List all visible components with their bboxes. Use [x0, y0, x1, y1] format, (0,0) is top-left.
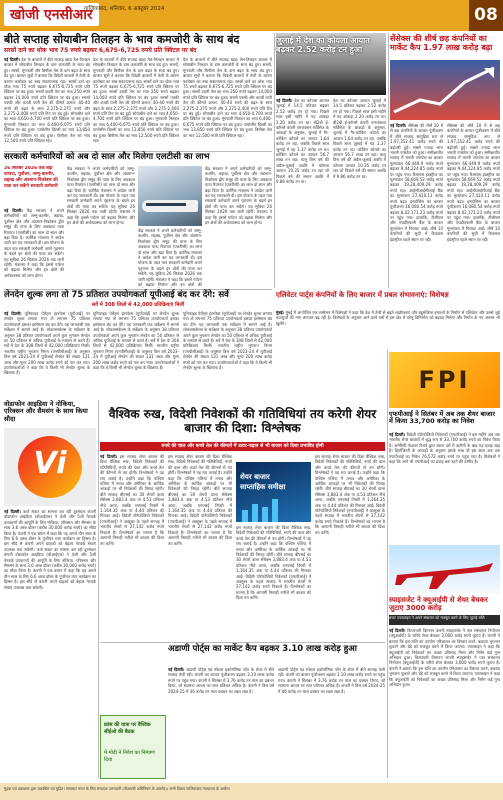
fpi-logo-text: FPI — [418, 366, 471, 394]
spicejet-caption: बजट एयरलाइन ने अपने संचालन को मजबूत करने के लिए जुटाई राशि — [389, 615, 500, 625]
sensex-body-col1: नई दिल्ली। सेंसेक्स की शीर्ष 10 में से छह कंपनियों के बाजार पूंजीकरण में बीते सप्ताह सामूहिक रूप से 1,97,352.41 करोड़ रुपये की बढ़ोतरी हुई। सबसे ज्यादा लाभ भारती एयरटेल को हुआ। समीक्षाधीन सप्ताह में भारती एयरटेल का बाजार मूल्यांकन 66,449.9 करोड़ रुपये बढ़कर 9,44,224.85 करोड़ रुपये पर पहुंच गया। रिलायंस इंडस्ट्रीज का मूल्यांकन 58,669.52 करोड़ रुपये बढ़कर 19,28,409.29 करोड़ रुपये रहा। आईसीआईसीआई बैंक का मूल्यांकन 27,410.11 करोड़ रुपये बढ़ा। इन्फोसिस का बाजार पूंजीकरण 16,080.54 करोड़ रुपये बढ़कर 8,02,171.23 करोड़ रुपये पर पहुंच गया। हालांकि, टीसीएस और एचडीएफसी बैंक के बाजार मूल्यांकन में गिरावट आई। शीर्ष 10 कंपनियों की सूची में रिलायंस इंडस्ट्रीज पहले स्थान पर रही। — [390, 123, 443, 242]
vi-logo-text: Vi — [33, 446, 67, 481]
sensex-headline: सेंसेक्स की शीर्ष छह कंपनियों का मार्केट कैप 1.97 लाख करोड़ बढ़ा — [390, 34, 493, 53]
adani-headline: अडाणी पोर्ट्स का मार्केट कैप बढ़कर 3.10 लाख करोड़ हुआ — [168, 644, 357, 654]
masthead-bar — [0, 0, 503, 31]
rising-arrow-icon — [390, 60, 500, 120]
vi-body: नई दिल्ली। कर्ज संकट का सामना कर रही दूरसंचार कंपनी वोडाफोन आइडिया (वीआईएल) ने 4जी और 5जी नेटवर्क उपकरणों की आपूर्ति के लिए नोकिया, एरिक्सन और सैमसंग के साथ 3.6 अरब डॉलर (करीब 30,000 करोड़ रुपये) का सौदा किया है। कंपनी ने एक बयान में कहा कि यह अगले तीन साल के लिए 6.6 अरब डॉलर के पूंजीगत व्यय कार्यक्रम का हिस्सा है। इस सौदे से कंपनी अपने ग्राहकों को बेहतर नेटवर्क सेवाएं उपलब्ध करा सकेगी। कर्ज संकट का सामना कर रही दूरसंचार कंपनी वोडाफोन आइडिया (वीआईएल) ने 4जी और 5जी नेटवर्क उपकरणों की आपूर्ति के लिए नोकिया, एरिक्सन और सैमसंग के साथ 3.6 अरब डॉलर (करीब 30,000 करोड़ रुपये) का सौदा किया है। कंपनी ने एक बयान में कहा कि यह अगले तीन साल के लिए 6.6 अरब डॉलर के पूंजीगत व्यय कार्यक्रम का हिस्सा है। इस सौदे से कंपनी अपने ग्राहकों को बेहतर नेटवर्क सेवाएं उपलब्ध करा सकेगी। — [4, 509, 96, 590]
market-bars-icon — [236, 496, 311, 522]
train-photo — [138, 166, 202, 226]
adani-body-col1: नई दिल्ली। अडाणी पोर्ट्स एंड स्पेशल इकोनॉमिक जोन के शेयर में बीते सप्ताह तेजी रही। कंपनी का बाजार पूंजीकरण बढ़कर 3.10 लाख करोड़ रुपये पर पहुंच गया। कंपनी ने सितंबर में 3.76 करोड़ टन माल का प्रबंधन किया, जो सालाना आधार पर सात प्रतिशत अधिक है। कंपनी ने वित्त वर्ष 2024-25 में 46 करोड़ टन माल प्रबंधन का लक्ष्य रखा है। — [168, 667, 274, 694]
fpi-headline: एफपीआई ने सितंबर में अब तक शेयर बाजार में किया 33,700 करोड़ का निवेश — [389, 410, 496, 426]
main-body-col2: इस सप्ताह शेयर बाजार की दिशा वैश्विक रुख, विदेशी निवेशकों की गतिविधियों, रुपये की चाल और कच्चे तेल की कीमतों से तय होगी। विश्लेषकों ने यह राय जताई है। उन्होंने कहा कि पश्चिम एशिया में तनाव और अमेरिका के आर्थिक आंकड़ों पर भी निवेशकों की निगाह रहेगी। बीते सप्ताह बीएसई का 30 शेयरों वाला सेंसेक्स 3,883.4 अंक या 4.53 प्रतिशत नीचे आया, जबकि एनएसई निफ्टी में 1,164.35 अंक या 4.44 प्रतिशत की गिरावट आई। विदेशी पोर्टफोलियो निवेशकों (एफपीआई) ने अक्टूबर के पहले सप्ताह में भारतीय शेयरों से 27,142 करोड़ रुपये निकाले हैं। विश्लेषकों का मानना है कि आगामी तिमाही नतीजे भी बाजार की दिशा तय करेंगे। — [168, 454, 232, 546]
stock-chart-photo — [390, 60, 500, 120]
upi-body-col1: नई दिल्ली। यूनिफाइड पेमेंट्स इंटरफेस (यूपीआई) पर लेनदेन शुल्क लगाया गया तो लगभग 75 प्रतिशत उपयोगकर्ता इसका इस्तेमाल बंद कर देंगे। यह जानकारी एक सर्वेक्षण में सामने आई है। लोकलसर्कल्स के सर्वेक्षण के अनुसार 38 प्रतिशत उपयोगकर्ता अपने कुल भुगतान लेनदेन का 50 प्रतिशत से अधिक यूपीआई के माध्यम से करते हैं। सर्वे में देश के 308 जिलों से 42,000 प्रतिक्रियाएं मिलीं। भारतीय राष्ट्रीय भुगतान निगम (एनपीसीआई) के अनुसार वित्त वर्ष 2023-24 में यूपीआई लेनदेन की संख्या 131 अरब और मूल्य 200 लाख करोड़ रुपये को पार कर गया। उपयोगकर्ताओं ने कहा कि वे किसी भी लेनदेन शुल्क के खिलाफ हैं। — [4, 311, 90, 376]
airplane-icon — [389, 545, 500, 593]
fpi-body: नई दिल्ली। विदेशी पोर्टफोलियो निवेशकों (एफपीआई) ने इस महीने अब तक भारतीय शेयर बाजारों में शुद्ध रूप से 33,700 करोड़ रुपये का निवेश किया है। अमेरिकी फेडरल रिजर्व द्वारा ब्याज दरों में कटौती के बाद यह प्रवाह बढ़ा है। डिपॉजिटरी के आंकड़ों के अनुसार इसके साथ ही इस साल अब तक एफपीआई का निवेश 76,572 करोड़ रुपये पर पहुंच गया है। विशेषज्ञों ने कहा कि आगे भी एफपीआई का प्रवाह बना रहने की उम्मीद है। — [389, 432, 500, 465]
vi-headline: वोडाफोन आइडिया ने नोकिया, एरिक्सन और सैमसंग के साथ किया सौदा — [4, 400, 88, 423]
lead-body-col2: देश के बाजारों में बीते सप्ताह खाद्य तेल-तिलहन बाजार में सोयाबीन तिलहन के दाम कमजोरी के साथ बंद हुए। सरसों, मूंगफली और बिनौला तेल के दाम बढ़त के साथ बंद हुए। बाजार सूत्रों ने बताया कि विदेशी बाजारों में तेजी के कारण कारोबार का रुख सकारात्मक रहा। सरसों दाने का थोक भाव 75 रुपये बढ़कर 6,675-6,725 रुपये प्रति क्विंटल पर बंद हुआ। सरसों दादरी तेल का भाव 250 रुपये बढ़कर 14,000 रुपये प्रति क्विंटल पर बंद हुआ। सरसों पक्की और कच्ची घानी तेल की कीमतें क्रमश: 40-40 रुपये की बढ़त के साथ 2,275-2,375 रुपये और 2,275-2,400 रुपये प्रति टिन पर बंद हुईं। सोयाबीन दाने का भाव 4,650-4,700 रुपये प्रति क्विंटल पर बंद हुआ। मूंगफली तिलहन का भाव 6,400-6,675 रुपये प्रति क्विंटल पर बंद हुआ। पामोलीन दिल्ली का भाव 13,850 रुपये प्रति क्विंटल पर बंद हुआ। बिनौला तेल का भाव 12,500 रुपये प्रति क्विंटल रहा। — [93, 57, 179, 144]
elevator-headline: एलिवेटर पार्ट्स कंपनियों के लिए बाजार में प्रबल संभावनाएं: विशेषज्ञ — [276, 291, 449, 299]
ltc-body-col4: केंद्र सरकार ने अपने कर्मचारियों को जम्मू-कश्मीर, लद्दाख, पूर्वोत्तर क्षेत्र और अंडमान-निकोबार द्वीप समूह की यात्रा के लिए अवकाश यात्रा रियायत (एलटीसी) का लाभ दो साल और बढ़ा दिया है। कार्मिक मंत्रालय ने आदेश जारी कर यह जानकारी दी। इस योजना के तहत पात्र सरकारी कर्मचारी अपने गृहनगर के बदले इन क्षेत्रों की यात्रा कर सकेंगे। यह सुविधा 26 सितंबर 2026 तक जारी रहेगी। मंत्रालय ने कहा कि इससे पर्यटन को बढ़ावा मिलेगा और इन क्षेत्रों की अर्थव्यवस्था को लाभ होगा। — [205, 166, 272, 226]
adani-body-col2: अडाणी पोर्ट्स एंड स्पेशल इकोनॉमिक जोन के शेयर में बीते सप्ताह तेजी रही। कंपनी का बाजार पूंजीकरण बढ़कर 3.10 लाख करोड़ रुपये पर पहुंच गया। कंपनी ने सितंबर में 3.76 करोड़ टन माल का प्रबंधन किया, जो सालाना आधार पर सात प्रतिशत अधिक है। कंपनी ने वित्त वर्ष 2024-25 में 46 करोड़ टन माल प्रबंधन का लक्ष्य रखा है। — [278, 667, 385, 694]
ltc-body-col1: नई दिल्ली। केंद्र सरकार ने अपने कर्मचारियों को जम्मू-कश्मीर, लद्दाख, पूर्वोत्तर क्षेत्र और अंडमान-निकोबार द्वीप समूह की यात्रा के लिए अवकाश यात्रा रियायत (एलटीसी) का लाभ दो साल और बढ़ा दिया है। कार्मिक मंत्रालय ने आदेश जारी कर यह जानकारी दी। इस योजना के तहत पात्र सरकारी कर्मचारी अपने गृहनगर के बदले इन क्षेत्रों की यात्रा कर सकेंगे। यह सुविधा 26 सितंबर 2026 तक जारी रहेगी। मंत्रालय ने कहा कि इससे पर्यटन को बढ़ावा मिलेगा और इन क्षेत्रों की अर्थव्यवस्था को लाभ होगा। — [4, 208, 64, 278]
main-subheadline: रुपये की चाल और कच्चे तेल की कीमतों में उतार-चढ़ाव से भी बाजार को दिशा प्रभावित होगी — [100, 442, 385, 451]
coal-body-col2: देश का कोयला आयात जुलाई में 14.5 प्रतिशत बढ़कर 2.52 करोड़ टन हो गया। पिछले साल इसी महीने में यह आंकड़ा 2.20 करोड़ टन था। बी2बी ई-कॉमर्स कंपनी एमजंक्शन सर्विसेज के आंकड़ों के अनुसार, जुलाई में गैर-कोकिंग कोयले का आयात 1.64 करोड़ टन रहा, जबकि पिछले साल जुलाई में यह 1.37 करोड़ टन था। कोकिंग कोयले का आयात 56.7 लाख टन रहा। चालू वित्त वर्ष की अप्रैल-जुलाई अवधि में कोयला आयात 10.35 करोड़ टन रहा जो पिछले वर्ष की समान अवधि में 9.86 करोड़ टन था। — [333, 98, 386, 179]
ad-line1: फ्रांस की यात्रा पर वैश्विक सीईओ की बैठक — [104, 722, 151, 735]
upi-body-col2: यूनिफाइड पेमेंट्स इंटरफेस (यूपीआई) पर लेनदेन शुल्क लगाया गया तो लगभग 75 प्रतिशत उपयोगकर्ता इसका इस्तेमाल बंद कर देंगे। यह जानकारी एक सर्वेक्षण में सामने आई है। लोकलसर्कल्स के सर्वेक्षण के अनुसार 38 प्रतिशत उपयोगकर्ता अपने कुल भुगतान लेनदेन का 50 प्रतिशत से अधिक यूपीआई के माध्यम से करते हैं। सर्वे में देश के 308 जिलों से 42,000 प्रतिक्रियाएं मिलीं। भारतीय राष्ट्रीय भुगतान निगम (एनपीसीआई) के अनुसार वित्त वर्ष 2023-24 में यूपीआई लेनदेन की संख्या 131 अरब और मूल्य 200 लाख करोड़ रुपये को पार कर गया। उपयोगकर्ताओं ने कहा कि वे किसी भी लेनदेन शुल्क के खिलाफ हैं। — [93, 311, 179, 371]
market-review-text: शेयर बाजार साप्ताहिक समीक्षा — [240, 473, 286, 491]
lead-subheadline: सरसों दाने का थोक भाव 75 रुपये बढ़कर 6,675-6,725 रुपये प्रति क्विंटल पर बंद — [4, 47, 197, 54]
main-body-col3: इस सप्ताह शेयर बाजार की दिशा वैश्विक रुख, विदेशी निवेशकों की गतिविधियों, रुपये की चाल और कच्चे तेल की कीमतों से तय होगी। विश्लेषकों ने यह राय जताई है। उन्होंने कहा कि पश्चिम एशिया में तनाव और अमेरिका के आर्थिक आंकड़ों पर भी निवेशकों की निगाह रहेगी। बीते सप्ताह बीएसई का 30 शेयरों वाला सेंसेक्स 3,883.4 अंक या 4.53 प्रतिशत नीचे आया, जबकि एनएसई निफ्टी में 1,164.35 अंक या 4.44 प्रतिशत की गिरावट आई। विदेशी पोर्टफोलियो निवेशकों (एफपीआई) ने अक्टूबर के पहले सप्ताह में भारतीय शेयरों से 27,142 करोड़ रुपये निकाले हैं। विश्लेषकों का मानना है कि आगामी तिमाही नतीजे भी बाजार की दिशा तय करेंगे। — [236, 525, 311, 601]
ad-box — [100, 715, 166, 779]
spicejet-plane-photo — [389, 545, 500, 593]
main-body-col4: इस सप्ताह शेयर बाजार की दिशा वैश्विक रुख, विदेशी निवेशकों की गतिविधियों, रुपये की चाल और कच्चे तेल की कीमतों से तय होगी। विश्लेषकों ने यह राय जताई है। उन्होंने कहा कि पश्चिम एशिया में तनाव और अमेरिका के आर्थिक आंकड़ों पर भी निवेशकों की निगाह रहेगी। बीते सप्ताह बीएसई का 30 शेयरों वाला सेंसेक्स 3,883.4 अंक या 4.53 प्रतिशत नीचे आया, जबकि एनएसई निफ्टी में 1,164.35 अंक या 4.44 प्रतिशत की गिरावट आई। विदेशी पोर्टफोलियो निवेशकों (एफपीआई) ने अक्टूबर के पहले सप्ताह में भारतीय शेयरों से 27,142 करोड़ रुपये निकाले हैं। विश्लेषकों का मानना है कि आगामी तिमाही नतीजे भी बाजार की दिशा तय करेंगे। — [315, 454, 385, 535]
upi-subheadline: सर्वे में 308 जिलों से 42,000 प्रतिक्रियाएं मिलीं — [91, 302, 185, 308]
ad-line2: में मोदी ने निवेश का निमंत्रण दिया — [104, 750, 155, 763]
masthead-logo: खोजी एनसीआर — [4, 3, 99, 26]
fpi-graphic — [389, 352, 500, 408]
spicejet-headline: स्पाइसजेट ने क्यूआईपी से शेयर बेचकर जुटाए 3000 करोड़ — [389, 596, 488, 613]
coal-body-col1: नई दिल्ली। देश का कोयला आयात जुलाई में 14.5 प्रतिशत बढ़कर 2.52 करोड़ टन हो गया। पिछले साल इसी महीने में यह आंकड़ा 2.20 करोड़ टन था। बी2बी ई-कॉमर्स कंपनी एमजंक्शन सर्विसेज के आंकड़ों के अनुसार, जुलाई में गैर-कोकिंग कोयले का आयात 1.64 करोड़ टन रहा, जबकि पिछले साल जुलाई में यह 1.37 करोड़ टन था। कोकिंग कोयले का आयात 56.7 लाख टन रहा। चालू वित्त वर्ष की अप्रैल-जुलाई अवधि में कोयला आयात 10.35 करोड़ टन रहा जो पिछले वर्ष की समान अवधि में 9.86 करोड़ टन था। — [276, 98, 329, 185]
ltc-body-col3: केंद्र सरकार ने अपने कर्मचारियों को जम्मू-कश्मीर, लद्दाख, पूर्वोत्तर क्षेत्र और अंडमान-निकोबार द्वीप समूह की यात्रा के लिए अवकाश यात्रा रियायत (एलटीसी) का लाभ दो साल और बढ़ा दिया है। कार्मिक मंत्रालय ने आदेश जारी कर यह जानकारी दी। इस योजना के तहत पात्र सरकारी कर्मचारी अपने गृहनगर के बदले इन क्षेत्रों की यात्रा कर सकेंगे। यह सुविधा 26 सितंबर 2026 तक जारी रहेगी। मंत्रालय ने कहा कि इससे पर्यटन को बढ़ावा मिलेगा और इन क्षेत्रों की — [138, 228, 202, 288]
elevator-body: मुंबई। मुंबई में आयोजित एक सम्मेलन में विशेषज्ञों ने कहा कि देश में तेजी से बढ़ते शहरीकरण और बहुमंजिला इमारतों के निर्माण से एलिवेटर और उससे जुड़े कलपुर्जों की मांग लगातार बढ़ रही है। विशेषज्ञों के अनुसार आने वाले वर्षों में इस क्षेत्र में घरेलू विनिर्माण को बढ़ावा मिलेगा और निर्यात के नए अवसर भी खुलेंगे। — [276, 310, 500, 326]
vi-logo-image — [4, 428, 96, 506]
footer-imprint: मुद्रक एवं प्रकाशक द्वारा प्रकाशित एवं मुद्रित। समाचार चयन के लिए संपादक उत्तरदायी (पीआरबी अधिनियम के अंतर्गत)। सभी विवाद गाजियाबाद न्यायालय के अधीन। — [0, 783, 503, 800]
lead-headline: बीते सप्ताह सोयाबीन तिलहन के भाव कमजोरी के साथ बंद — [4, 33, 240, 46]
coal-headline: जुलाई में देश का कोयला आयात बढ़कर 2.52 करोड़ टन हुआ — [276, 36, 370, 55]
main-headline: वैश्विक रुख, विदेशी निवेशकों की गतिविधियां तय करेगी शेयर बाजार की दिशा: विश्लेषक — [108, 407, 377, 435]
main-body-col1: नई दिल्ली। इस सप्ताह शेयर बाजार की दिशा वैश्विक रुख, विदेशी निवेशकों की गतिविधियों, रुपये की चाल और कच्चे तेल की कीमतों से तय होगी। विश्लेषकों ने यह राय जताई है। उन्होंने कहा कि पश्चिम एशिया में तनाव और अमेरिका के आर्थिक आंकड़ों पर भी निवेशकों की निगाह रहेगी। बीते सप्ताह बीएसई का 30 शेयरों वाला सेंसेक्स 3,883.4 अंक या 4.53 प्रतिशत नीचे आया, जबकि एनएसई निफ्टी में 1,164.35 अंक या 4.44 प्रतिशत की गिरावट आई। विदेशी पोर्टफोलियो निवेशकों (एफपीआई) ने अक्टूबर के पहले सप्ताह में भारतीय शेयरों से 27,142 करोड़ रुपये निकाले हैं। विश्लेषकों का मानना है कि आगामी तिमाही नतीजे भी बाजार की दिशा तय करेंगे। — [100, 454, 164, 546]
upi-body-col3: यूनिफाइड पेमेंट्स इंटरफेस (यूपीआई) पर लेनदेन शुल्क लगाया गया तो लगभग 75 प्रतिशत उपयोगकर्ता इसका इस्तेमाल बंद कर देंगे। यह जानकारी एक सर्वेक्षण में सामने आई है। लोकलसर्कल्स के सर्वेक्षण के अनुसार 38 प्रतिशत उपयोगकर्ता अपने कुल भुगतान लेनदेन का 50 प्रतिशत से अधिक यूपीआई के माध्यम से करते हैं। सर्वे में देश के 308 जिलों से 42,000 प्रतिक्रियाएं मिलीं। भारतीय राष्ट्रीय भुगतान निगम (एनपीसीआई) के अनुसार वित्त वर्ष 2023-24 में यूपीआई लेनदेन की संख्या 131 अरब और मूल्य 200 लाख करोड़ रुपये को पार कर गया। उपयोगकर्ताओं ने कहा कि वे किसी भी लेनदेन शुल्क के खिलाफ हैं। — [183, 311, 272, 371]
upi-headline: लेनदेन शुल्क लगा तो 75 प्रतिशत उपयोगकर्ता यूपीआई बंद कर देंगे: सर्वे — [4, 290, 229, 300]
lead-body-col1: नई दिल्ली। देश के बाजारों में बीते सप्ताह खाद्य तेल-तिलहन बाजार में सोयाबीन तिलहन के दाम कमजोरी के साथ बंद हुए। सरसों, मूंगफली और बिनौला तेल के दाम बढ़त के साथ बंद हुए। बाजार सूत्रों ने बताया कि विदेशी बाजारों में तेजी के कारण कारोबार का रुख सकारात्मक रहा। सरसों दाने का थोक भाव 75 रुपये बढ़कर 6,675-6,725 रुपये प्रति क्विंटल पर बंद हुआ। सरसों दादरी तेल का भाव 250 रुपये बढ़कर 14,000 रुपये प्रति क्विंटल पर बंद हुआ। सरसों पक्की और कच्ची घानी तेल की कीमतें क्रमश: 40-40 रुपये की बढ़त के साथ 2,275-2,375 रुपये और 2,275-2,400 रुपये प्रति टिन पर बंद हुईं। सोयाबीन दाने का भाव 4,650-4,700 रुपये प्रति क्विंटल पर बंद हुआ। मूंगफली तिलहन का भाव 6,400-6,675 रुपये प्रति क्विंटल पर बंद हुआ। पामोलीन दिल्ली का भाव 13,850 रुपये प्रति क्विंटल पर बंद हुआ। बिनौला तेल का भाव 12,500 रुपये प्रति क्विंटल रहा। — [4, 57, 90, 144]
page-number: 08 — [469, 0, 503, 31]
lead-body-col3: देश के बाजारों में बीते सप्ताह खाद्य तेल-तिलहन बाजार में सोयाबीन तिलहन के दाम कमजोरी के साथ बंद हुए। सरसों, मूंगफली और बिनौला तेल के दाम बढ़त के साथ बंद हुए। बाजार सूत्रों ने बताया कि विदेशी बाजारों में तेजी के कारण कारोबार का रुख सकारात्मक रहा। सरसों दाने का थोक भाव 75 रुपये बढ़कर 6,675-6,725 रुपये प्रति क्विंटल पर बंद हुआ। सरसों दादरी तेल का भाव 250 रुपये बढ़कर 14,000 रुपये प्रति क्विंटल पर बंद हुआ। सरसों पक्की और कच्ची घानी तेल की कीमतें क्रमश: 40-40 रुपये की बढ़त के साथ 2,275-2,375 रुपये और 2,275-2,400 रुपये प्रति टिन पर बंद हुईं। सोयाबीन दाने का भाव 4,650-4,700 रुपये प्रति क्विंटल पर बंद हुआ। मूंगफली तिलहन का भाव 6,400-6,675 रुपये प्रति क्विंटल पर बंद हुआ। पामोलीन दिल्ली का भाव 13,850 रुपये प्रति क्विंटल पर बंद हुआ। बिनौला तेल का भाव 12,500 रुपये प्रति क्विंटल रहा। — [183, 57, 272, 138]
market-review-graphic — [236, 462, 311, 522]
date-line: गाजियाबाद, शनिवार, 6 अक्टूबर 2024 — [84, 6, 165, 12]
ltc-sidebar-text: 26 सितंबर 2026 तक बढ़ा फायदा, पूर्वोत्तर, जम्मू-कश्मीर, लद्दाख और अंडमान-निकोबार की यात्रा कर सकेंगे सरकारी कर्मचारी — [4, 166, 58, 189]
ltc-body-col2: केंद्र सरकार ने अपने कर्मचारियों को जम्मू-कश्मीर, लद्दाख, पूर्वोत्तर क्षेत्र और अंडमान-निकोबार द्वीप समूह की यात्रा के लिए अवकाश यात्रा रियायत (एलटीसी) का लाभ दो साल और बढ़ा दिया है। कार्मिक मंत्रालय ने आदेश जारी कर यह जानकारी दी। इस योजना के तहत पात्र सरकारी कर्मचारी अपने गृहनगर के बदले इन क्षेत्रों की यात्रा कर सकेंगे। यह सुविधा 26 सितंबर 2026 तक जारी रहेगी। मंत्रालय ने कहा कि इससे पर्यटन को बढ़ावा मिलेगा और इन क्षेत्रों की अर्थव्यवस्था को लाभ होगा। — [67, 166, 135, 226]
ltc-headline: सरकारी कर्मचारियों को अब दो साल और मिलेगा एलटीसी का लाभ — [4, 152, 210, 162]
sensex-body-col2: सेंसेक्स की शीर्ष 10 में से छह कंपनियों के बाजार पूंजीकरण में बीते सप्ताह सामूहिक रूप से 1,97,352.41 करोड़ रुपये की बढ़ोतरी हुई। सबसे ज्यादा लाभ भारती एयरटेल को हुआ। समीक्षाधीन सप्ताह में भारती एयरटेल का बाजार मूल्यांकन 66,449.9 करोड़ रुपये बढ़कर 9,44,224.85 करोड़ रुपये पर पहुंच गया। रिलायंस इंडस्ट्रीज का मूल्यांकन 58,669.52 करोड़ रुपये बढ़कर 19,28,409.29 करोड़ रुपये रहा। आईसीआईसीआई बैंक का मूल्यांकन 27,410.11 करोड़ रुपये बढ़ा। इन्फोसिस का बाजार पूंजीकरण 16,080.54 करोड़ रुपये बढ़कर 8,02,171.23 करोड़ रुपये पर पहुंच गया। हालांकि, टीसीएस और एचडीएफसी बैंक के बाजार मूल्यांकन में गिरावट आई। शीर्ष 10 कंपनियों की सूची में रिलायंस इंडस्ट्रीज पहले स्थान पर रही। — [447, 123, 500, 242]
spicejet-body: नई दिल्ली। किफायती विमानन कंपनी स्पाइसजेट ने पात्र संस्थागत नियोजन (क्यूआईपी) के जरिये शेयर बेचकर 3,000 करोड़ रुपये जुटाए हैं। कंपनी ने बताया कि इस राशि का उपयोग परिचालन का विस्तार करने, बकाया भुगतान चुकाने और बेड़े को मजबूत करने में किया जाएगा। एयरलाइन ने कहा कि क्यूआईपी को निवेशकों का अच्छा प्रतिसाद मिला और निर्गम कई गुना अभिदान हुआ। किफायती विमानन कंपनी स्पाइसजेट ने पात्र संस्थागत नियोजन (क्यूआईपी) के जरिये शेयर बेचकर 3,000 करोड़ रुपये जुटाए हैं। कंपनी ने बताया कि इस राशि का उपयोग परिचालन का विस्तार करने, बकाया भुगतान चुकाने और बेड़े को मजबूत करने में किया जाएगा। एयरलाइन ने कहा कि क्यूआईपी को निवेशकों का अच्छा प्रतिसाद मिला और निर्गम कई गुना अभिदान हुआ। — [389, 628, 500, 688]
